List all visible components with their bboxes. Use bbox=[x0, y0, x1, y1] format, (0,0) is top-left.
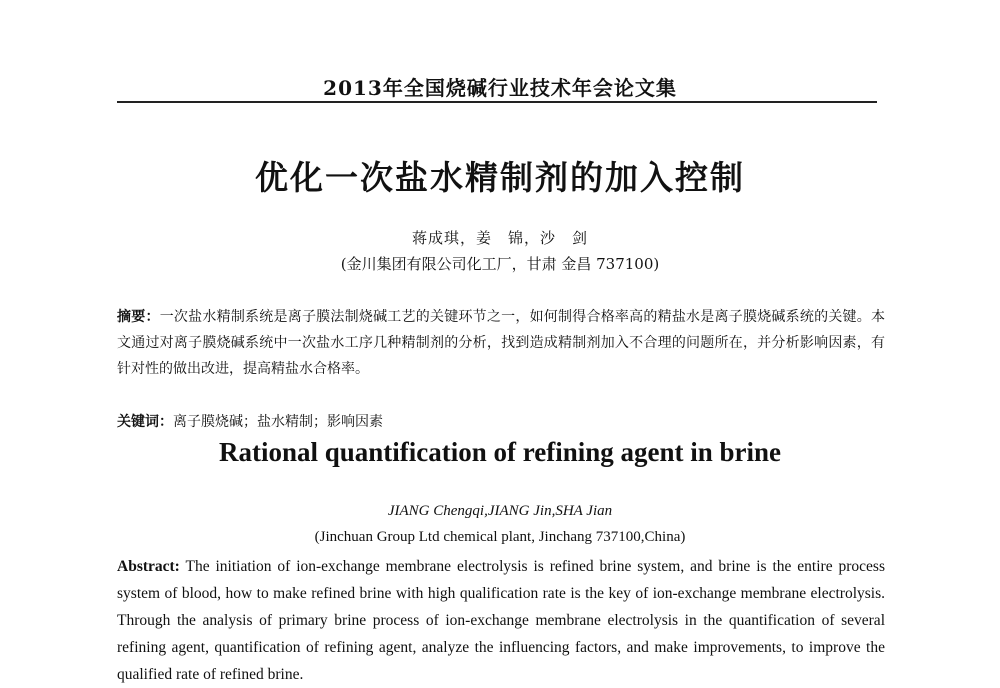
paper-title-en: Rational quantification of refining agent in brine bbox=[218, 437, 782, 467]
abstract-en-label: Abstract: bbox=[117, 558, 180, 575]
keywords-cn-label: 关键词： bbox=[117, 414, 173, 430]
proceedings-header: 2013年全国烧碱行业技术年会论文集 bbox=[323, 76, 677, 100]
abstract-en-text: The initiation of ion-exchange membrane electrolysis is refined brine system, and brine is the entire process system of blood, how to make refined brine with high qualification rate is the key of ion-exchange membrane electrolysis. Through the analysis of primary brine process of ion-exchange membrane electrolysis in the quantification of several refining agent, quantification of refining agent, analyze the influencing factors, and make improvements, to improve the qualified rate of refined brine. bbox=[117, 558, 885, 683]
keywords-cn bbox=[117, 409, 885, 435]
abstract-cn bbox=[117, 304, 885, 382]
abstract-en bbox=[117, 553, 885, 688]
abstract-cn-text: 一次盐水精制系统是离子膜法制烧碱工艺的关键环节之一，如何制得合格率高的精盐水是离子膜烧碱系统的关键。本文通过对离子膜烧碱系统中一次盐水工序几种精制剂的分析，找到造成精制剂加入不合理的问题所在，并分析影响因素，有针对性的做出改进，提高精盐水合格率。 bbox=[117, 309, 886, 377]
paper-title-cn: 优化一次盐水精制剂的加入控制 bbox=[255, 158, 745, 197]
abstract-cn-label: 摘要： bbox=[117, 309, 160, 325]
keywords-cn-text: 离子膜烧碱；盐水精制；影响因素 bbox=[173, 414, 383, 430]
affiliation-cn: (金川集团有限公司化工厂，甘肃 金昌 737100) bbox=[340, 255, 660, 273]
affiliation-en: (Jinchuan Group Ltd chemical plant, Jinchang 737100,China) bbox=[314, 529, 686, 545]
authors-en: JIANG Chengqi,JIANG Jin,SHA Jian bbox=[387, 503, 613, 519]
header-rule bbox=[117, 101, 877, 103]
authors-cn: 蒋成琪，姜 锦，沙 剑 bbox=[411, 229, 588, 247]
